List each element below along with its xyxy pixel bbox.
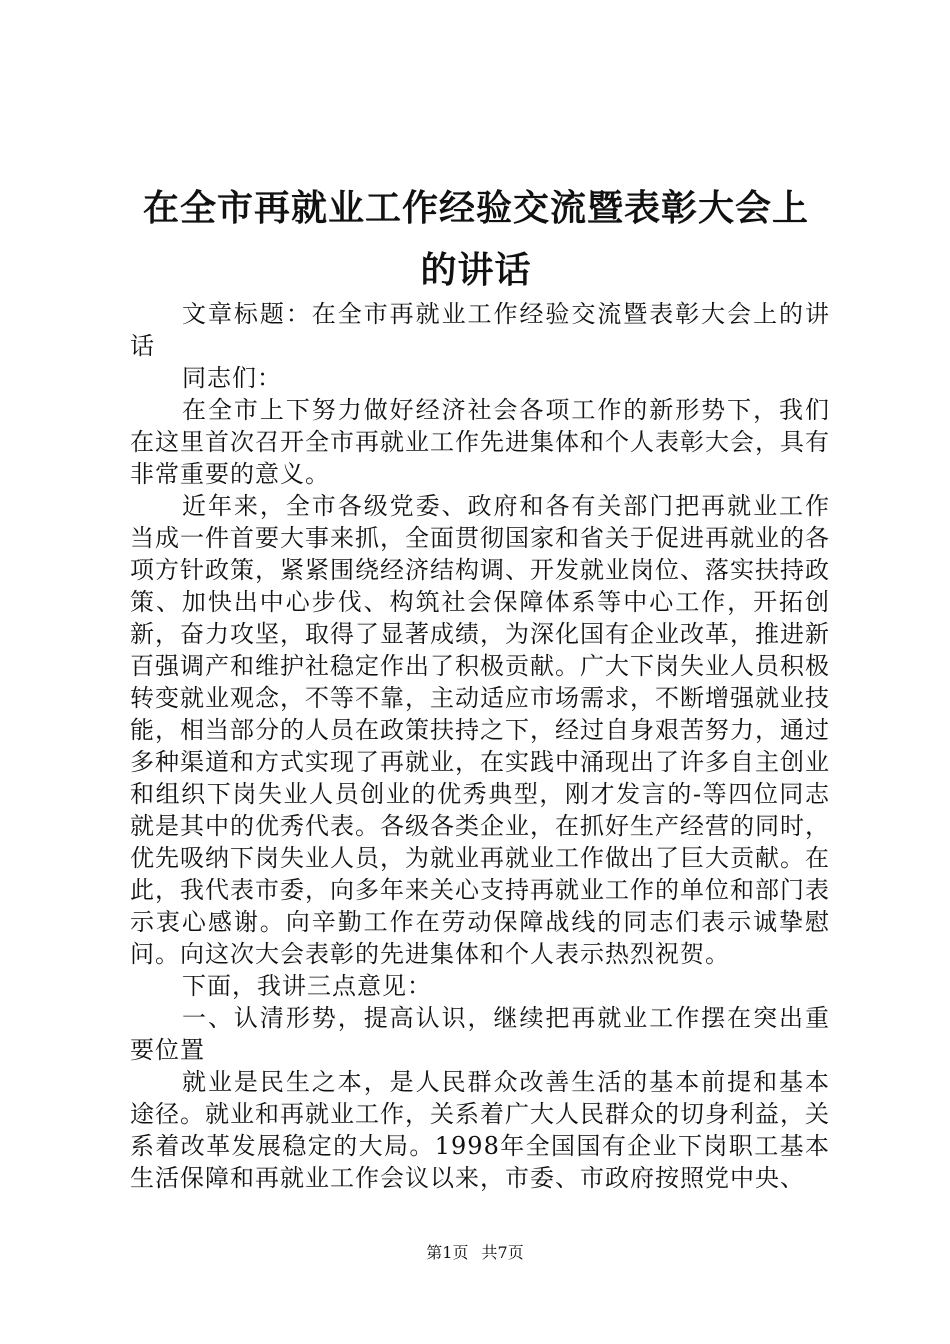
paragraph-outline: 下面，我讲三点意见：: [182, 972, 432, 1000]
paragraph-achievements: 近年来，全市各级党委、政府和各有关部门把再就业工作当成一件首要大事来抓，全面贯彻国家和省关于促进再就业的各项方针政策，紧紧围绕经济结构调、开发就业岗位、落实扶持政策、加快出中心步伐、构筑社会保障体系等中心工作，开拓创新，奋力攻坚，取得了显著成绩，为深化国有企业改革，推进新百强调产和维护社稳定作出了积极贡献。广大下岗失业人员积极转变就业观念，不等不靠，主动适应市场需求，不断增强就业技能，相当部分的人员在政策扶持之下，经过自身艰苦努力，通过多种渠道和方式实现了再就业，在实践中涌现出了许多自主创业和组织下岗失业人员创业的优秀典型，刚才发言的-等四位同志就是其中的优秀代表。各级各类企业，在抓好生产经营的同时，优先吸纳下岗失业人员，为就业再就业工作做出了巨大贡献。在此，我代表市委，向多年来关心支持再就业工作的单位和部门表示衷心感谢。向辛勤工作在劳动保障战线的同志们表示诚挚慰问。向这次大会表彰的先进集体和个人表示热烈祝贺。: [130, 492, 830, 968]
paragraph-section-1-body: 就业是民生之本，是人民群众改善生活的基本前提和基本途径。就业和再就业工作，关系着广大人民群众的切身利益，关系着改革发展稳定的大局。1998年全国国有企业下岗职工基本生活保障和再就业工作会议以来，市委、市政府按照党中央、: [130, 1068, 830, 1192]
document-body: [130, 298, 830, 1194]
page-footer: [0, 1243, 950, 1263]
paragraph-intro: 在全市上下努力做好经济社会各项工作的新形势下，我们在这里首次召开全市再就业工作先进集体和个人表彰大会，具有非常重要的意义。: [130, 396, 830, 488]
page-number: 第1页: [426, 1243, 469, 1262]
paragraph-article-title: 文章标题：在全市再就业工作经验交流暨表彰大会上的讲话: [130, 300, 830, 360]
document-title: 在全市再就业工作经验交流暨表彰大会上的讲话: [142, 188, 809, 291]
page-total: 共7页: [481, 1243, 524, 1262]
paragraph-section-heading-1: 一、认清形势，提高认识，继续把再就业工作摆在突出重要位置: [130, 1004, 830, 1064]
paragraph-salutation: 同志们：: [182, 364, 282, 392]
